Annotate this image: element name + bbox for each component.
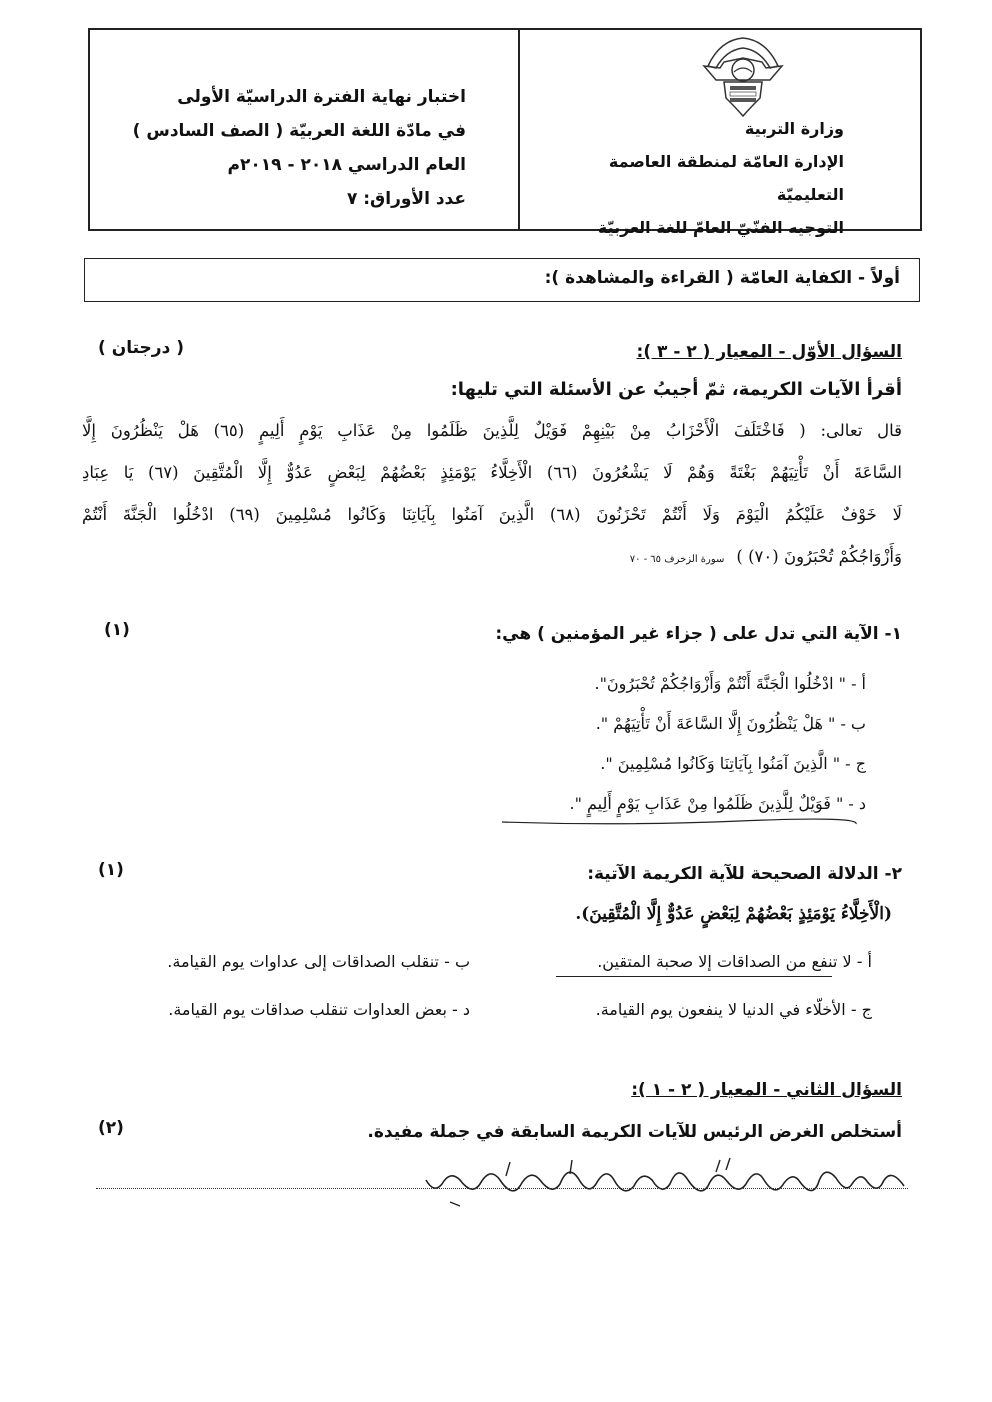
q2-instruction: أستخلص الغرض الرئيس للآيات الكريمة السابقة في جملة مفيدة. [367, 1122, 902, 1142]
item1-option-d: د - " فَوَيْلٌ لِلَّذِينَ ظَلَمُوا مِنْ عَذَابِ يَوْمٍ أَلِيمٍ ". [569, 794, 866, 813]
item1-option-b: ب - " هَلْ يَنْظُرُونَ إِلَّا السَّاعَةَ أَنْ تَأْتِيَهُمْ ". [595, 714, 866, 733]
supervision-name: التوجيه الفنّيّ العامّ للغة العربيّة [597, 218, 844, 237]
verse-line: وَأَزْوَاجُكُمْ تُحْبَرُونَ (٧٠) ) [736, 547, 902, 566]
q1-marks: ( درجتان ) [98, 338, 185, 358]
item2-marks: (١) [98, 860, 124, 880]
q1-heading: السؤال الأوّل - المعيار ( ٢ - ٣ ): [636, 342, 902, 362]
item2-option-b: ب - تنقلب الصداقات إلى عداوات يوم القيامة. [167, 952, 470, 971]
answer-underline [500, 816, 860, 830]
item1-option-a: أ - " ادْخُلُوا الْجَنَّةَ أَنْتُمْ وَأَزْوَاجُكُمْ تُحْبَرُونَ". [594, 674, 866, 693]
item2-question: ٢- الدلالة الصحيحة للآية الكريمة الآتية: [587, 864, 902, 884]
exam-year: العام الدراسي ٢٠١٨ - ٢٠١٩م [227, 155, 466, 175]
verse-line: السَّاعَةَ أَنْ تَأْتِيَهُمْ بَغْتَةً وَهُمْ لَا يَشْعُرُونَ (٦٦) الْأَخِلَّاءُ يَوْمَئِذٍ بَعْضُهُمْ لِبَعْضٍ عَدُوٌّ إِلَّا الْمُتَّقِينَ (٦٧) يَا عِبَادِ [82, 463, 902, 482]
q2-marks: (٢) [98, 1118, 124, 1138]
verse-line: قال تعالى: ( فَاخْتَلَفَ الْأَحْزَابُ مِنْ بَيْنِهِمْ فَوَيْلٌ لِلَّذِينَ ظَلَمُوا مِنْ عَذَابِ يَوْمٍ أَلِيمٍ (٦٥) هَلْ يَنْظُرُونَ إِلَّا [82, 421, 902, 440]
q2-heading: السؤال الثاني - المعيار ( ٢ - ١ ): [631, 1080, 902, 1100]
item2-option-d: د - بعض العداوات تنقلب صداقات يوم القيامة. [168, 1000, 470, 1019]
header-divider [518, 28, 520, 231]
section-title: أولاً - الكفاية العامّة ( القراءة والمشاهدة ): [544, 268, 900, 288]
verse-source: سورة الزخرف ٦٥ - ٧٠ [629, 554, 725, 565]
verse-line: لَا خَوْفٌ عَلَيْكُمُ الْيَوْمَ وَلَا أَنْتُمْ تَحْزَنُونَ (٦٨) الَّذِينَ آمَنُوا بِآيَاتِنَا وَكَانُوا مُسْلِمِينَ (٦٩) ادْخُلُوا الْجَنَّةَ أَنْتُمْ [82, 505, 902, 524]
exam-title: اختبار نهاية الفترة الدراسيّة الأولى [177, 87, 466, 107]
directorate-name: الإدارة العامّة لمنطقة العاصمة التعليميّة [608, 152, 844, 204]
handwritten-answer-signature [420, 1150, 910, 1210]
answer-dotted-line [96, 1188, 908, 1189]
item1-option-c: ج - " الَّذِينَ آمَنُوا بِآيَاتِنَا وَكَانُوا مُسْلِمِينَ ". [600, 754, 866, 773]
exam-subject: في مادّة اللغة العربيّة ( الصف السادس ) [132, 121, 466, 141]
q1-instruction: أقرأ الآيات الكريمة، ثمّ أجيبُ عن الأسئلة التي تليها: [450, 379, 902, 400]
ministry-name: وزارة التربية [744, 119, 844, 138]
item1-marks: (١) [104, 620, 130, 640]
kuwait-emblem-icon [700, 36, 786, 120]
item1-question: ١- الآية التي تدل على ( جزاء غير المؤمنين ) هي: [495, 624, 902, 644]
page-count: عدد الأوراق: ٧ [346, 189, 466, 209]
item2-option-a: أ - لا تنفع من الصداقات إلا صحبة المتقين. [597, 952, 872, 971]
verse-block [82, 410, 902, 581]
item2-option-c: ج - الأخلّاء في الدنيا لا ينفعون يوم القيامة. [595, 1000, 872, 1019]
item2-answer-underline [556, 976, 832, 977]
item2-verse: (الْأَخِلَّاءُ يَوْمَئِذٍ بَعْضُهُمْ لِبَعْضٍ عَدُوٌّ إِلَّا الْمُتَّقِينَ). [575, 904, 892, 924]
